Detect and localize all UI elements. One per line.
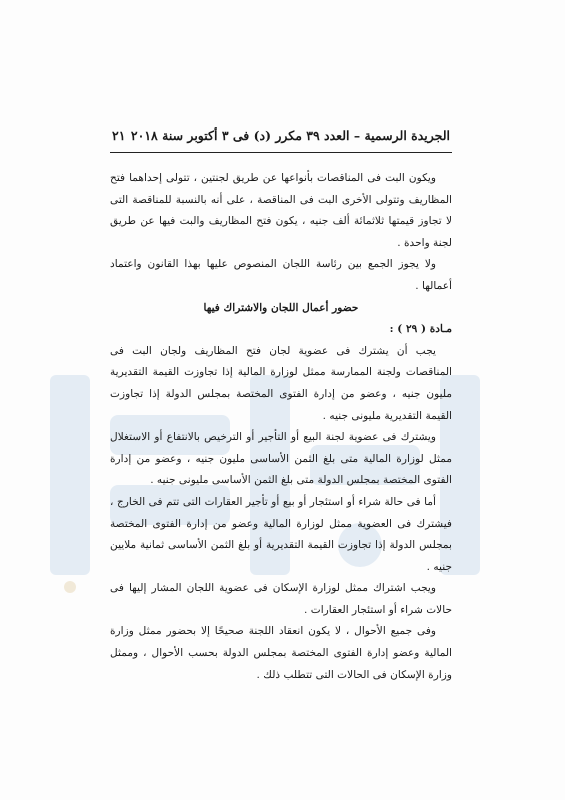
article-paragraph: وفى جميع الأحوال ، لا يكون انعقاد اللجنة صحيحًا إلا بحضور ممثل وزارة المالية وعضو إدارة الفتوى المختصة بمجلس الدولة بحسب الأحوال ، وممثل وزارة الإسكان فى الحالات التى تتطلب ذلك . — [110, 625, 452, 681]
running-title: الجريدة الرسمية – العدد ٣٩ مكرر (د) فى ٣ أكتوبر سنة ٢٠١٨ — [130, 128, 450, 143]
header-divider — [110, 152, 452, 153]
article-paragraph: ويشترك فى عضوية لجنة البيع أو التأجير أو الترخيص بالانتفاع أو الاستغلال ممثل لوزارة المالية متى بلغ الثمن الأساسى مليون جنيه ، وعضو من إدارة الفتوى المختصة بمجلس الدولة متى بلغ الثمن الأساسى مليونى جنيه . — [110, 431, 452, 487]
article-paragraph: أما فى حالة شراء أو استئجار أو بيع أو تأجير العقارات التى تتم فى الخارج ، فيشترك فى العضوية ممثل لوزارة المالية وعضو من إدارة الفتوى المختصة بمجلس الدولة إذا تجاوزت القيمة التقديرية أو بلغ الثمن الأساسى ثمانية ملايين جنيه . — [110, 495, 452, 573]
page-number: ٢١ — [112, 128, 126, 143]
body-paragraph: ويكون البت فى المناقصات بأنواعها عن طريق لجنتين ، تتولى إحداهما فتح المظاريف وتتولى الأخرى البت فى المناقصة ، على أنه بالنسبة للمناقصة التى لا تجاوز قيمتها ثلاثمائة ألف جنيه ، يكون فتح المظاريف والبت فيها عن طريق لجنة واحدة . — [110, 172, 452, 249]
page-header — [112, 128, 450, 143]
section-heading: حضور أعمال اللجان والاشتراك فيها — [203, 301, 359, 314]
document-body — [110, 168, 452, 686]
article-label: مـادة ( ٢٩ ) : — [389, 323, 452, 336]
body-paragraph: ولا يجوز الجمع بين رئاسة اللجان المنصوص عليها بهذا القانون واعتماد أعمالها . — [110, 258, 452, 292]
article-paragraph: يجب أن يشترك فى عضوية لجان فتح المظاريف ولجان البت فى المناقصات ولجنة الممارسة ممثل لوزارة المالية إذا تجاوزت القيمة التقديرية مليون جنيه ، وعضو من إدارة الفتوى المختصة بمجلس الدولة إذا تجاوزت القيمة التقديرية مليونى جنيه . — [110, 344, 452, 422]
article-paragraph: ويجب اشتراك ممثل لوزارة الإسكان فى عضوية اللجان المشار إليها فى حالات شراء أو استئجار العقارات . — [110, 582, 452, 616]
